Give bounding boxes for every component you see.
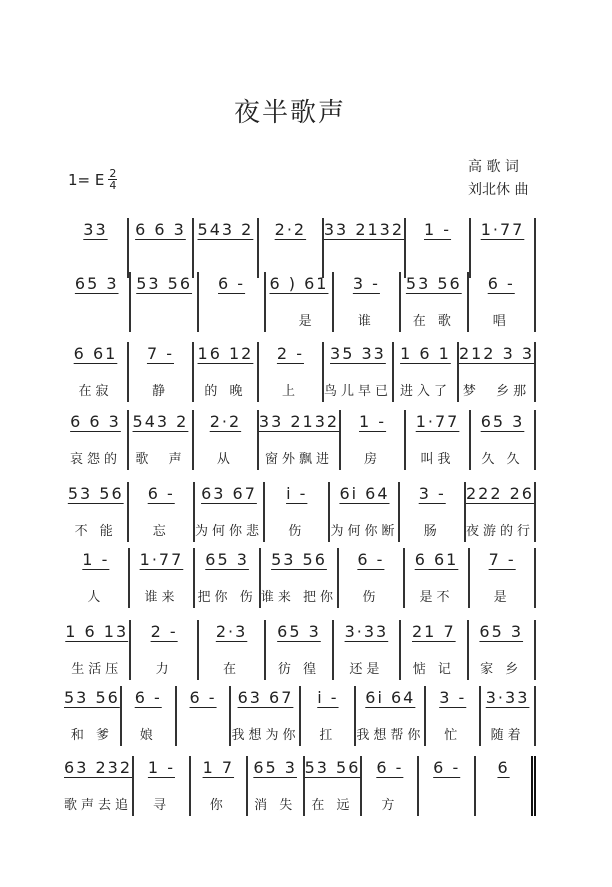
measure <box>129 218 194 278</box>
measure-notes: 65 3 <box>205 550 249 569</box>
measure <box>426 686 481 746</box>
measure-notes: 2 - <box>150 622 178 641</box>
measure-notes: 3 - <box>418 484 446 503</box>
measure <box>231 686 301 746</box>
measure-lyrics: 随着 <box>490 728 525 743</box>
measure-lyrics: 是 <box>282 314 316 329</box>
measure <box>324 218 406 278</box>
measure-lyrics: 伤 <box>288 524 306 539</box>
measure-lyrics: 叫我 <box>420 452 455 467</box>
score-line <box>64 620 536 680</box>
measure-lyrics: 是不 <box>419 590 454 605</box>
measure-lyrics: 你 <box>209 798 227 813</box>
measure-notes: 63 67 <box>201 484 257 503</box>
measure <box>469 620 536 680</box>
measure-lyrics: 不 能 <box>74 524 117 539</box>
measure-lyrics: 鸟儿早已 <box>323 384 392 399</box>
measure-notes: 53 56 <box>304 758 361 777</box>
measure <box>177 686 232 746</box>
measure <box>469 272 536 332</box>
measure-notes: 53 56 <box>405 274 462 293</box>
measure-notes: 543 2 <box>132 412 189 431</box>
measure-notes: 6 - <box>134 688 162 707</box>
measure-lyrics: 伤 <box>362 590 380 605</box>
measure-lyrics: 力 <box>155 662 173 677</box>
measure-notes: 65 3 <box>480 412 525 431</box>
measure <box>131 272 198 332</box>
measure <box>481 686 536 746</box>
measure-notes: 7 - <box>146 344 174 363</box>
measure <box>406 218 471 278</box>
measure-notes: 16 12 <box>197 344 254 363</box>
measure <box>194 410 259 470</box>
measure-lyrics: 把你 伤 <box>197 590 257 605</box>
measure <box>261 548 339 608</box>
measure-notes: 7 - <box>488 550 516 569</box>
measure <box>401 620 468 680</box>
measure-lyrics: 从 <box>216 452 234 467</box>
measure <box>194 342 259 402</box>
measure-notes: 2·2 <box>209 412 242 431</box>
measure-notes: 3·33 <box>485 688 530 707</box>
measure <box>301 686 356 746</box>
measure <box>471 218 536 278</box>
measure <box>334 272 401 332</box>
measure-notes: 53 56 <box>67 484 124 503</box>
lyricist: 高 歌 词 <box>468 159 519 175</box>
measure-lyrics: 肠 <box>423 524 441 539</box>
measure-notes: 65 3 <box>479 622 524 641</box>
measure-notes: 543 2 <box>197 220 254 239</box>
measure <box>64 620 131 680</box>
measure-notes: 65 3 <box>277 622 321 641</box>
measure-notes: 6 - <box>218 274 246 293</box>
measure-lyrics: 娘 <box>139 728 157 743</box>
measure-notes: i - <box>286 484 308 503</box>
measure <box>266 272 333 332</box>
measure-lyrics: 的 晚 <box>204 384 247 399</box>
measure <box>134 756 191 816</box>
measure <box>476 756 536 816</box>
measure-notes: 35 33 <box>330 344 386 363</box>
measure <box>64 548 130 608</box>
measure <box>330 482 400 542</box>
measure-lyrics: 窗外飘进 <box>264 452 333 467</box>
measure <box>406 410 471 470</box>
measure <box>259 410 341 470</box>
measure-lyrics: 在 远 <box>311 798 354 813</box>
score-line <box>64 482 536 542</box>
measure <box>259 342 324 402</box>
measure <box>64 218 129 278</box>
measure-lyrics: 彷 徨 <box>277 662 321 677</box>
measure-lyrics: 歌 声 <box>135 452 186 467</box>
measure-notes: 1 6 13 <box>65 622 129 641</box>
measure-lyrics: 我想帮你 <box>356 728 425 743</box>
measure <box>419 756 476 816</box>
measure <box>334 620 401 680</box>
measure-lyrics: 为何你悲 <box>194 524 263 539</box>
measure-notes: 63 67 <box>237 688 294 707</box>
measure-notes: 6i 64 <box>339 484 390 503</box>
measure <box>129 482 194 542</box>
measure-notes: 63 232 <box>64 758 132 777</box>
measure-lyrics: 夜游的行 <box>465 524 534 539</box>
measure-notes: 1 6 1 <box>400 344 451 363</box>
score-line <box>64 548 536 608</box>
measure-notes: 3 - <box>352 274 380 293</box>
measure-lyrics: 忘 <box>152 524 170 539</box>
measure <box>459 342 536 402</box>
measure-lyrics: 惦 记 <box>412 662 455 677</box>
measure <box>64 342 129 402</box>
credits <box>468 156 528 202</box>
measure-notes: 1 - <box>424 220 452 239</box>
measure-lyrics: 唱 <box>492 314 510 329</box>
measure-notes: 1 7 <box>202 758 235 777</box>
measure-notes: 2·2 <box>274 220 307 239</box>
score-line <box>64 272 536 332</box>
measure-notes: 6 <box>497 758 510 777</box>
measure-notes: 33 2132 <box>323 220 405 239</box>
measure-notes: 6 - <box>189 688 217 707</box>
measure-lyrics: 家 乡 <box>480 662 523 677</box>
measure-notes: 2·3 <box>215 622 248 641</box>
measure-lyrics: 扛 <box>319 728 337 743</box>
measure-lyrics: 静 <box>151 384 169 399</box>
score-line <box>64 410 536 470</box>
measure <box>324 342 394 402</box>
measure-notes: 65 3 <box>74 274 119 293</box>
measure-notes: 1 - <box>82 550 110 569</box>
key-label: 1= E <box>68 170 105 189</box>
measure <box>339 548 405 608</box>
measure-lyrics: 消 失 <box>254 798 297 813</box>
measure <box>265 482 330 542</box>
composer: 刘北休 曲 <box>468 182 529 198</box>
measure-lyrics: 人 <box>87 590 105 605</box>
measure <box>400 482 465 542</box>
measure-notes: 53 56 <box>136 274 193 293</box>
score-line <box>64 342 536 402</box>
measure-notes: 6 ) 61 <box>269 274 329 293</box>
measure-lyrics: 方 <box>381 798 399 813</box>
measure <box>405 548 471 608</box>
measure <box>266 620 333 680</box>
time-denominator: 4 <box>109 179 117 192</box>
measure-lyrics: 进入了 <box>399 384 451 399</box>
measure-notes: 1·77 <box>415 412 460 431</box>
measure-notes: 6 61 <box>73 344 118 363</box>
measure-notes: 53 56 <box>64 688 120 707</box>
measure <box>394 342 459 402</box>
measure-notes: 65 3 <box>253 758 297 777</box>
measure-notes: 1 - <box>359 412 387 431</box>
measure-notes: 3·33 <box>344 622 389 641</box>
measure-lyrics: 和 爹 <box>70 728 113 743</box>
measure-lyrics: 在 歌 <box>412 314 455 329</box>
measure-lyrics: 歌声去追 <box>64 798 133 813</box>
measure <box>64 482 129 542</box>
measure-lyrics: 生活压 <box>71 662 123 677</box>
measure-lyrics: 谁来 把你 <box>260 590 338 605</box>
measure <box>199 272 266 332</box>
measure <box>195 548 261 608</box>
measure-notes: 6 6 3 <box>135 220 186 239</box>
score-line <box>64 686 536 746</box>
measure <box>466 482 536 542</box>
measure <box>129 342 194 402</box>
measure-lyrics: 上 <box>281 384 299 399</box>
measure <box>130 548 196 608</box>
measure <box>191 756 248 816</box>
measure <box>195 482 265 542</box>
measure <box>401 272 468 332</box>
measure <box>194 218 259 278</box>
measure-lyrics: 谁 <box>357 314 375 329</box>
measure-notes: 6 - <box>487 274 515 293</box>
measure <box>131 620 198 680</box>
measure-lyrics: 梦 乡那 <box>462 384 531 399</box>
measure-notes: 33 2132 <box>258 412 340 431</box>
measure-notes: 222 26 <box>465 484 534 503</box>
measure <box>64 272 131 332</box>
measure-lyrics: 哀怨的 <box>69 452 121 467</box>
measure <box>341 410 406 470</box>
measure-lyrics: 我想为你 <box>231 728 300 743</box>
measure-lyrics: 房 <box>364 452 382 467</box>
measure <box>248 756 305 816</box>
measure-lyrics: 是 <box>493 590 511 605</box>
measure-lyrics: 久 久 <box>481 452 524 467</box>
measure-notes: 6 - <box>357 550 385 569</box>
measure <box>199 620 266 680</box>
measure <box>64 686 122 746</box>
measure <box>122 686 177 746</box>
measure-notes: 1·77 <box>139 550 184 569</box>
key-signature <box>68 168 117 191</box>
measure <box>64 410 129 470</box>
score-line <box>64 218 536 278</box>
time-numerator: 2 <box>109 167 117 180</box>
measure-notes: 6 6 3 <box>70 412 121 431</box>
measure <box>64 756 134 816</box>
measure-notes: 21 7 <box>412 622 456 641</box>
score-line <box>64 756 536 816</box>
measure-notes: 53 56 <box>271 550 327 569</box>
measure <box>470 548 536 608</box>
measure-lyrics: 在寂 <box>78 384 113 399</box>
time-signature <box>108 168 117 191</box>
measure <box>356 686 426 746</box>
measure-lyrics: 还是 <box>349 662 384 677</box>
song-title: 夜半歌声 <box>233 98 346 128</box>
measure-notes: 33 <box>83 220 108 239</box>
measure-notes: 1 - <box>147 758 175 777</box>
measure-lyrics: 忙 <box>444 728 462 743</box>
measure-notes: 6 - <box>147 484 175 503</box>
measure-notes: i - <box>317 688 339 707</box>
measure-notes: 6 61 <box>414 550 459 569</box>
measure <box>362 756 419 816</box>
measure-lyrics: 为何你断 <box>330 524 399 539</box>
measure <box>305 756 363 816</box>
measure-notes: 2 - <box>276 344 304 363</box>
measure-notes: 6i 64 <box>365 688 416 707</box>
measure-lyrics: 寻 <box>152 798 170 813</box>
measure-notes: 212 3 3 <box>458 344 535 363</box>
measure-lyrics: 在 <box>223 662 241 677</box>
measure <box>129 410 194 470</box>
measure-notes: 6 - <box>433 758 461 777</box>
measure <box>259 218 324 278</box>
measure <box>471 410 536 470</box>
measure-notes: 6 - <box>376 758 404 777</box>
measure-notes: 3 - <box>439 688 467 707</box>
measure-notes: 1·77 <box>480 220 525 239</box>
measure-lyrics: 谁来 <box>144 590 179 605</box>
